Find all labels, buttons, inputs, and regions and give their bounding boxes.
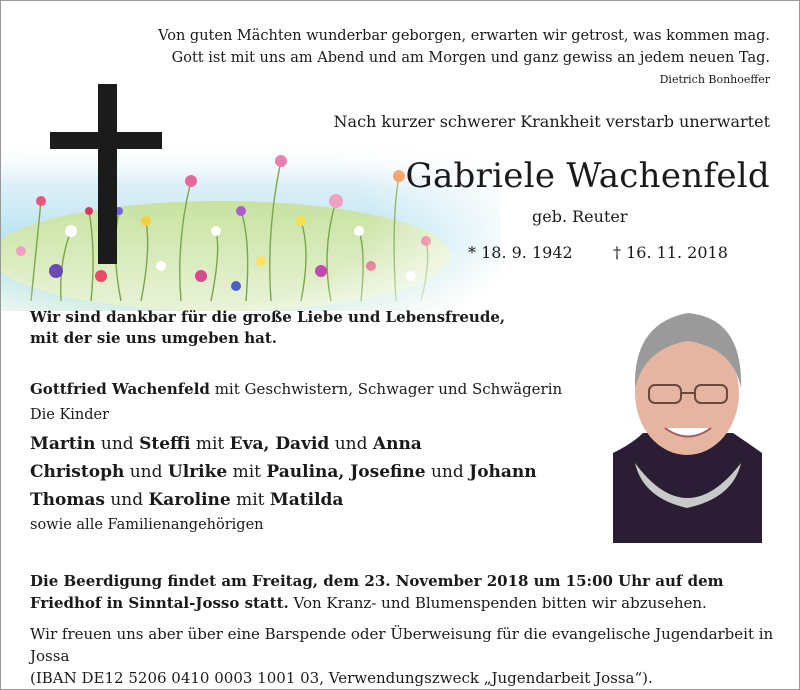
funeral-details: Die Beerdigung findet am Freitag, dem 23. November 2018 um 15:00 Uhr auf dem Friedhof in Sinntal-Josso statt. [30,572,724,612]
connector-text: und [124,462,168,482]
gratitude-line-2: mit der sie uns umgeben hat. [30,329,278,347]
mourner-relation: mit Geschwistern, Schwager und Schwägerin [209,380,563,398]
mourner-name: Christoph [30,462,125,482]
funeral-info [30,570,775,614]
donation-line-1: Wir freuen uns aber über eine Barspende oder Überweisung für die evangelische Jugendarbeit in Jossa [30,625,774,665]
mourner-name: Martin [30,434,96,454]
quote-author: Dietrich Bonhoeffer [659,73,770,86]
announcement-text: Nach kurzer schwerer Krankheit verstarb unerwartet [333,112,770,131]
mourner-line [30,486,590,514]
gratitude-line-1: Wir sind dankbar für die große Liebe und Lebensfreude, [30,308,506,326]
connector-text: mit [227,462,267,482]
birth-name: geb. Reuter [532,207,628,226]
mourner-name: Eva, David [229,434,330,454]
mourner-line [30,458,590,486]
mourner-line: Die Kinder [30,407,110,423]
connector-text: und [95,434,140,454]
quote-line-1: Von guten Mächten wunderbar geborgen, erwarten wir getrost, was kommen mag. [158,28,770,44]
connector-text: und [329,434,373,454]
mourner-name: Paulina, Josefine [266,462,426,482]
connector-text: mit [230,490,270,510]
mourner-line: sowie alle Familienangehörigen [30,517,264,533]
quote-line-2: Gott ist mit uns am Abend und am Morgen und ganz gewiss an jedem neuen Tag. [171,50,770,66]
death-date: † 16. 11. 2018 [613,243,728,262]
portrait-photo [613,303,762,543]
birth-date: * 18. 9. 1942 [468,243,573,262]
flower-request: Von Kranz- und Blumenspenden bitten wir abzusehen. [288,594,707,612]
deceased-name: Gabriele Wachenfeld [405,156,770,196]
gratitude-text [30,307,510,349]
mourner-line [30,378,590,404]
mourner-name: Matilda [269,490,344,510]
connector-text: und [104,490,149,510]
mourner-name: Johann [469,462,537,482]
mourner-name: Thomas [30,490,105,510]
mourner-name: Ulrike [167,462,228,482]
donation-line-2: (IBAN DE12 5206 0410 0003 1001 03, Verwendungszweck „Jugendarbeit Jossa“). [30,669,653,687]
connector-text: und [425,462,470,482]
mourner-line [30,430,590,458]
connector-text: mit [190,434,230,454]
mourner-name: Steffi [139,434,191,454]
mourner-name: Gottfried Wachenfeld [30,380,210,398]
donation-info [30,623,775,689]
mourner-name: Anna [372,434,422,454]
mourners-list [30,378,590,540]
mourner-name: Karoline [148,490,231,510]
